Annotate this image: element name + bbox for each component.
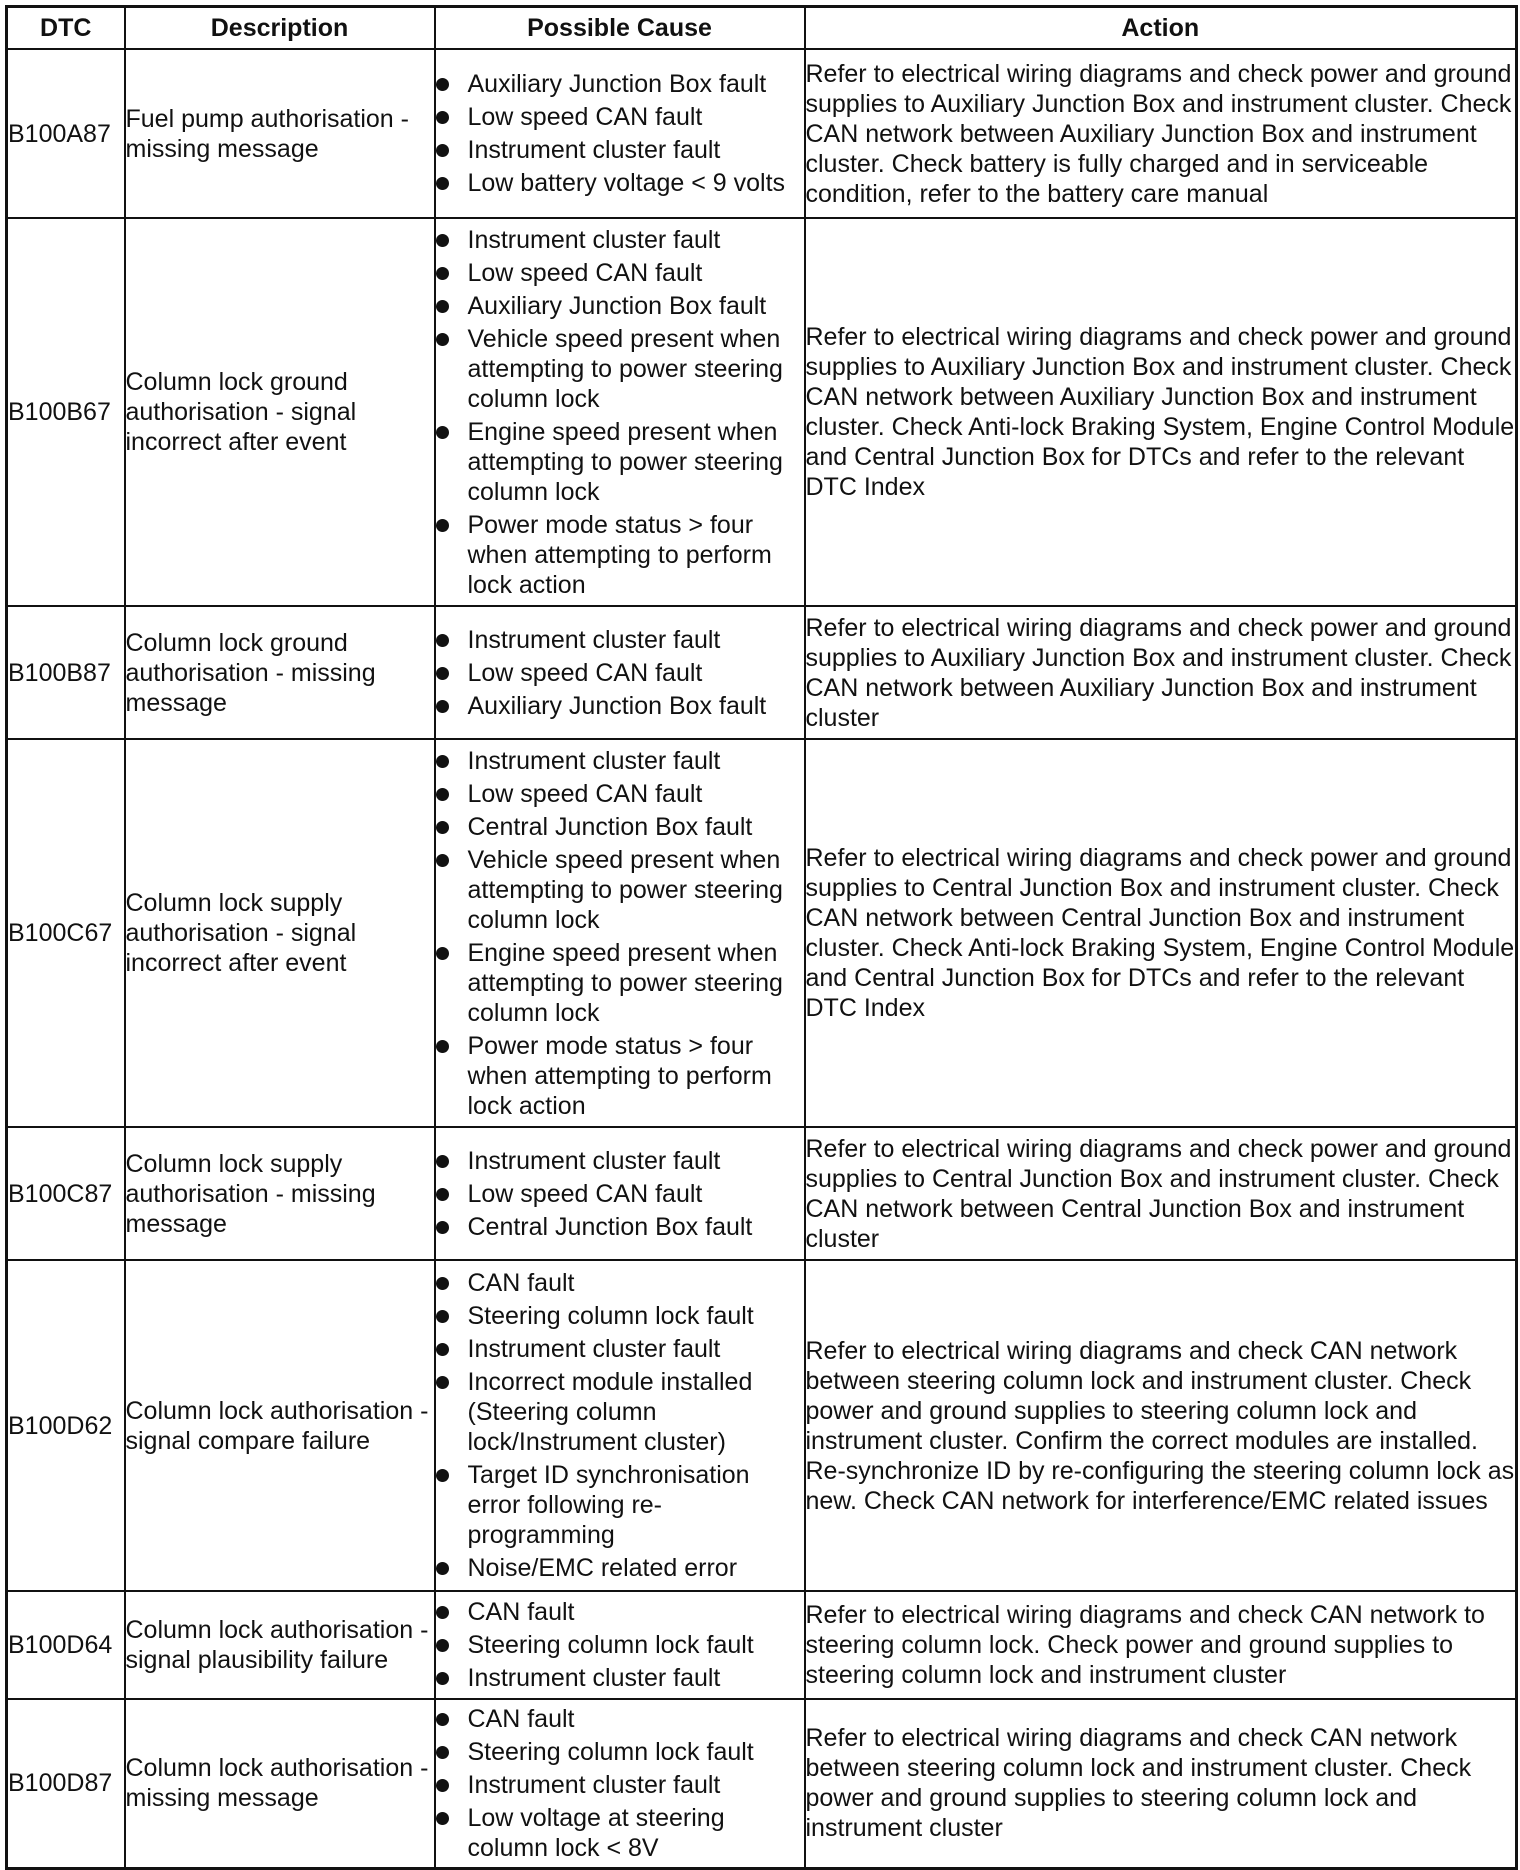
bullet-icon	[436, 78, 449, 91]
cause-list-item	[436, 658, 804, 688]
action-text: Refer to electrical wiring diagrams and check power and ground supplies to Auxiliary Junction Box and instrument cluster. Check CAN network between Auxiliary Junction Box and instrument cluster. Check Anti-lock Braking System, Engine Control Module and Central Junction Box for DTCs and refer to the relevant DTC Index	[805, 218, 1517, 606]
cause-text: Low speed CAN fault	[467, 103, 703, 131]
cause-text: Instrument cluster fault	[467, 1770, 721, 1799]
cause-text: Power mode status > four when attempting to perform lock action	[467, 510, 772, 599]
dtc-code: B100B67	[7, 218, 125, 606]
bullet-icon	[436, 1562, 449, 1575]
cause-text: Instrument cluster fault	[467, 1335, 721, 1363]
action-text: Refer to electrical wiring diagrams and check CAN network between steering column lock and instrument cluster. Check power and ground supplies to steering column lock and instrument cluster. Confirm the correct modules are installed. Re-synchronize ID by re-configuring the steering column lock as new. Check CAN network for interference/EMC related issues	[805, 1260, 1517, 1591]
cause-text: Low speed CAN fault	[467, 779, 703, 808]
dtc-description: Column lock authorisation - missing message	[125, 1699, 435, 1868]
cause-text: Central Junction Box fault	[467, 1212, 753, 1241]
cause-list	[436, 1146, 804, 1242]
possible-cause-cell	[435, 1591, 805, 1699]
cause-list-item	[436, 510, 804, 600]
header-possible-cause: Possible Cause	[435, 7, 805, 50]
cause-text: Instrument cluster fault	[467, 1664, 721, 1692]
action-text: Refer to electrical wiring diagrams and check power and ground supplies to Central Junction Box and instrument cluster. Check CAN network between Central Junction Box and instrument cluster	[805, 1127, 1517, 1260]
dtc-table	[5, 5, 1518, 1870]
bullet-icon	[436, 667, 449, 680]
possible-cause-cell	[435, 49, 805, 218]
dtc-description: Column lock authorisation - signal plausibility failure	[125, 1591, 435, 1699]
cause-list-item	[436, 938, 804, 1028]
bullet-icon	[436, 1746, 449, 1759]
cause-list	[436, 1597, 804, 1693]
bullet-icon	[436, 1040, 449, 1053]
dtc-code: B100C87	[7, 1127, 125, 1260]
bullet-icon	[436, 700, 449, 713]
bullet-icon	[436, 333, 449, 346]
table-row	[7, 49, 1517, 218]
possible-cause-cell	[435, 606, 805, 739]
dtc-code: B100A87	[7, 49, 125, 218]
dtc-description: Column lock authorisation - signal compare failure	[125, 1260, 435, 1591]
cause-list-item	[436, 1737, 804, 1767]
cause-text: Low speed CAN fault	[467, 1179, 703, 1208]
cause-list-item	[436, 845, 804, 935]
cause-list-item	[436, 1334, 804, 1364]
bullet-icon	[436, 1469, 449, 1482]
cause-text: Instrument cluster fault	[467, 746, 721, 775]
dtc-code: B100D64	[7, 1591, 125, 1699]
cause-list-item	[436, 779, 804, 809]
dtc-description: Column lock ground authorisation - missing message	[125, 606, 435, 739]
bullet-icon	[436, 1310, 449, 1323]
cause-list-item	[436, 1597, 804, 1627]
bullet-icon	[436, 1812, 449, 1825]
dtc-description: Column lock supply authorisation - missing message	[125, 1127, 435, 1260]
action-text: Refer to electrical wiring diagrams and check CAN network between steering column lock and instrument cluster. Check power and ground supplies to steering column lock and instrument cluster	[805, 1699, 1517, 1868]
header-action: Action	[805, 7, 1517, 50]
bullet-icon	[436, 1343, 449, 1356]
dtc-description: Column lock supply authorisation - signal incorrect after event	[125, 739, 435, 1127]
bullet-icon	[436, 821, 449, 834]
possible-cause-cell	[435, 1699, 805, 1868]
cause-text: Engine speed present when attempting to power steering column lock	[467, 938, 783, 1027]
possible-cause-cell	[435, 1127, 805, 1260]
table-row	[7, 218, 1517, 606]
action-text: Refer to electrical wiring diagrams and check power and ground supplies to Auxiliary Junction Box and instrument cluster. Check CAN network between Auxiliary Junction Box and instrument cluster. Check battery is fully charged and in serviceable condition, refer to the battery care manual	[805, 49, 1517, 218]
bullet-icon	[436, 788, 449, 801]
cause-list	[436, 1268, 804, 1583]
cause-text: Low battery voltage < 9 volts	[467, 169, 786, 197]
cause-list-item	[436, 1268, 804, 1298]
bullet-icon	[436, 426, 449, 439]
bullet-icon	[436, 1188, 449, 1201]
cause-text: Incorrect module installed (Steering column lock/Instrument cluster)	[467, 1368, 753, 1456]
cause-list-item	[436, 1630, 804, 1660]
bullet-icon	[436, 234, 449, 247]
cause-list-item	[436, 1460, 804, 1550]
possible-cause-cell	[435, 739, 805, 1127]
table-row	[7, 739, 1517, 1127]
bullet-icon	[436, 144, 449, 157]
dtc-code: B100D62	[7, 1260, 125, 1591]
table-body	[7, 49, 1517, 1868]
cause-text: Low speed CAN fault	[467, 258, 703, 287]
action-text: Refer to electrical wiring diagrams and check power and ground supplies to Auxiliary Junction Box and instrument cluster. Check CAN network between Auxiliary Junction Box and instrument cluster	[805, 606, 1517, 739]
cause-text: Instrument cluster fault	[467, 136, 721, 164]
cause-list	[436, 746, 804, 1121]
table-row	[7, 1591, 1517, 1699]
table-row	[7, 1260, 1517, 1591]
cause-text: Auxiliary Junction Box fault	[467, 291, 767, 320]
bullet-icon	[436, 755, 449, 768]
cause-list-item	[436, 102, 804, 132]
bullet-icon	[436, 854, 449, 867]
cause-text: Vehicle speed present when attempting to power steering column lock	[467, 324, 783, 413]
cause-text: Low speed CAN fault	[467, 658, 703, 687]
bullet-icon	[436, 1277, 449, 1290]
header-row	[7, 7, 1517, 50]
cause-list-item	[436, 625, 804, 655]
cause-list-item	[436, 1301, 804, 1331]
bullet-icon	[436, 519, 449, 532]
cause-text: Steering column lock fault	[467, 1737, 754, 1766]
cause-list-item	[436, 135, 804, 165]
table-row	[7, 1699, 1517, 1868]
bullet-icon	[436, 1639, 449, 1652]
table-header	[7, 7, 1517, 50]
bullet-icon	[436, 177, 449, 190]
possible-cause-cell	[435, 1260, 805, 1591]
dtc-code: B100B87	[7, 606, 125, 739]
cause-text: Power mode status > four when attempting to perform lock action	[467, 1031, 772, 1120]
action-text: Refer to electrical wiring diagrams and check power and ground supplies to Central Junction Box and instrument cluster. Check CAN network between Central Junction Box and instrument cluster. Check Anti-lock Braking System, Engine Control Module and Central Junction Box for DTCs and refer to the relevant DTC Index	[805, 739, 1517, 1127]
cause-text: CAN fault	[467, 1269, 575, 1297]
cause-text: Steering column lock fault	[467, 1631, 754, 1659]
action-text: Refer to electrical wiring diagrams and check CAN network to steering column lock. Check power and ground supplies to steering column lock and instrument cluster	[805, 1591, 1517, 1699]
cause-list	[436, 225, 804, 600]
cause-text: Central Junction Box fault	[467, 812, 753, 841]
cause-list-item	[436, 324, 804, 414]
bullet-icon	[436, 267, 449, 280]
cause-text: Instrument cluster fault	[467, 225, 721, 254]
cause-list-item	[436, 746, 804, 776]
cause-list-item	[436, 168, 804, 198]
cause-list-item	[436, 1803, 804, 1863]
bullet-icon	[436, 1155, 449, 1168]
bullet-icon	[436, 1221, 449, 1234]
bullet-icon	[436, 300, 449, 313]
cause-list-item	[436, 1212, 804, 1242]
cause-list-item	[436, 417, 804, 507]
cause-list-item	[436, 258, 804, 288]
cause-text: Engine speed present when attempting to power steering column lock	[467, 417, 783, 506]
cause-list	[436, 69, 804, 198]
dtc-code: B100D87	[7, 1699, 125, 1868]
cause-text: Target ID synchronisation error following re-programming	[467, 1461, 750, 1549]
cause-list-item	[436, 1663, 804, 1693]
cause-list-item	[436, 1770, 804, 1800]
cause-text: Vehicle speed present when attempting to power steering column lock	[467, 845, 783, 934]
bullet-icon	[436, 1376, 449, 1389]
table-row	[7, 606, 1517, 739]
dtc-description: Fuel pump authorisation - missing message	[125, 49, 435, 218]
cause-list-item	[436, 291, 804, 321]
cause-text: Instrument cluster fault	[467, 625, 721, 654]
cause-list-item	[436, 1367, 804, 1457]
dtc-code: B100C67	[7, 739, 125, 1127]
bullet-icon	[436, 634, 449, 647]
cause-text: Instrument cluster fault	[467, 1146, 721, 1175]
cause-text: Auxiliary Junction Box fault	[467, 691, 767, 720]
cause-list-item	[436, 69, 804, 99]
cause-text: Low voltage at steering column lock < 8V	[467, 1803, 725, 1862]
cause-list-item	[436, 1031, 804, 1121]
bullet-icon	[436, 1606, 449, 1619]
header-description: Description	[125, 7, 435, 50]
bullet-icon	[436, 1672, 449, 1685]
table-row	[7, 1127, 1517, 1260]
possible-cause-cell	[435, 218, 805, 606]
cause-list-item	[436, 1146, 804, 1176]
bullet-icon	[436, 1713, 449, 1726]
header-dtc: DTC	[7, 7, 125, 50]
bullet-icon	[436, 1779, 449, 1792]
document-page	[5, 5, 1515, 1865]
cause-list-item	[436, 1553, 804, 1583]
cause-list	[436, 625, 804, 721]
cause-list-item	[436, 812, 804, 842]
cause-text: CAN fault	[467, 1704, 575, 1733]
cause-text: Noise/EMC related error	[467, 1554, 738, 1582]
cause-text: CAN fault	[467, 1598, 575, 1626]
cause-list	[436, 1704, 804, 1863]
cause-text: Steering column lock fault	[467, 1302, 754, 1330]
cause-list-item	[436, 1704, 804, 1734]
cause-list-item	[436, 1179, 804, 1209]
dtc-description: Column lock ground authorisation - signal incorrect after event	[125, 218, 435, 606]
cause-text: Auxiliary Junction Box fault	[467, 70, 767, 98]
bullet-icon	[436, 947, 449, 960]
cause-list-item	[436, 691, 804, 721]
cause-list-item	[436, 225, 804, 255]
bullet-icon	[436, 111, 449, 124]
